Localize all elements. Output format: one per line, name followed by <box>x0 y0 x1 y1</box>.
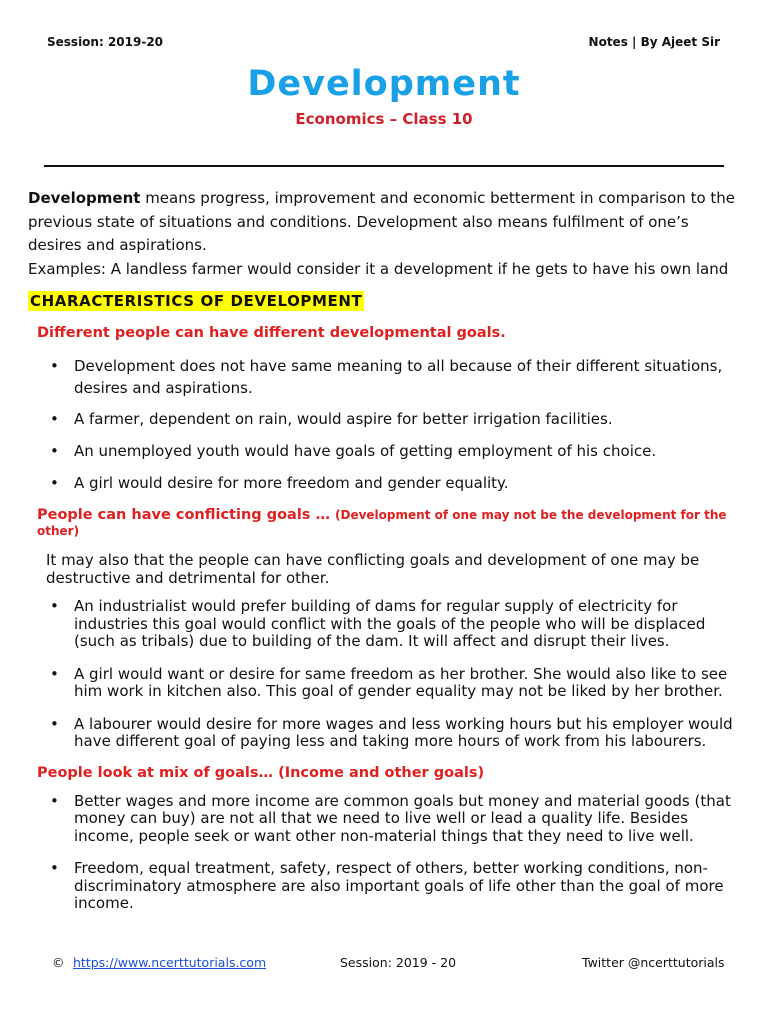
page-subtitle: Economics – Class 10 <box>295 110 473 128</box>
section3-heading: People look at mix of goals… (Income and other goals) <box>37 764 485 781</box>
list-item: • An unemployed youth would have goals of getting employment of his choice. <box>28 441 743 461</box>
list-item: • A farmer, dependent on rain, would aspire for better irrigation facilities. <box>28 409 743 429</box>
section2-heading-text: People can have conflicting goals … <box>37 507 336 523</box>
document-body <box>28 187 743 913</box>
list-item: • Better wages and more income are common goals but money and material goods (that money can buy) are not all that we need to live well or lead a quality life. Besides income, people seek or want other non-material things that they need to live well. <box>28 793 743 846</box>
header-session: Session: 2019-20 <box>47 35 164 49</box>
section2-heading-note: (Development of one may not be the development for the other) <box>37 508 727 538</box>
section2-paragraph: It may also that the people can have conflicting goals and development of one may be destructive and detrimental for other. <box>46 551 700 587</box>
intro-definition: means progress, improvement and economic betterment in comparison to the previous state of situations and conditions. Development also means fulfilment of one’s desires and aspirations. <box>28 189 736 254</box>
section2-list <box>28 598 743 751</box>
page-title: Development <box>247 64 521 104</box>
copyright-symbol: © <box>52 955 65 970</box>
website-link[interactable]: https://www.ncerttutorials.com <box>73 955 267 970</box>
intro-paragraph <box>28 187 743 281</box>
section3-list <box>28 793 743 913</box>
footer-twitter: Twitter @ncerttutorials <box>582 955 725 970</box>
title-divider <box>44 165 724 167</box>
footer-session: Session: 2019 - 20 <box>340 955 457 970</box>
list-item: • An industrialist would prefer building of dams for regular supply of electricity for industries this goal would conflict with the goals of the people who will be displaced (such as tribals) due to building of the dam. It will affect and disrupt their lives. <box>28 598 743 651</box>
intro-term: Development <box>28 189 141 207</box>
intro-examples: Examples: A landless farmer would consider it a development if he gets to have his own land <box>28 259 729 278</box>
section1-list <box>28 355 743 493</box>
section2-heading <box>37 507 743 539</box>
header-notes: Notes | By Ajeet Sir <box>588 35 720 49</box>
list-item: • A girl would want or desire for same freedom as her brother. She would also like to see him work in kitchen also. This goal of gender equality may not be liked by her brother. <box>28 666 743 701</box>
list-item: • Freedom, equal treatment, safety, respect of others, better working conditions, non-discriminatory atmosphere are also important goals of life other than the goal of more income. <box>28 860 743 913</box>
list-item: • A girl would desire for more freedom and gender equality. <box>28 473 743 493</box>
list-item: • A labourer would desire for more wages and less working hours but his employer would have different goal of paying less and taking more hours of work from his labourers. <box>28 716 743 751</box>
list-item: • Development does not have same meaning to all because of their different situations, desires and aspirations. <box>28 355 743 399</box>
characteristics-heading: CHARACTERISTICS OF DEVELOPMENT <box>30 292 363 310</box>
section1-heading: Different people can have different developmental goals. <box>37 325 506 341</box>
